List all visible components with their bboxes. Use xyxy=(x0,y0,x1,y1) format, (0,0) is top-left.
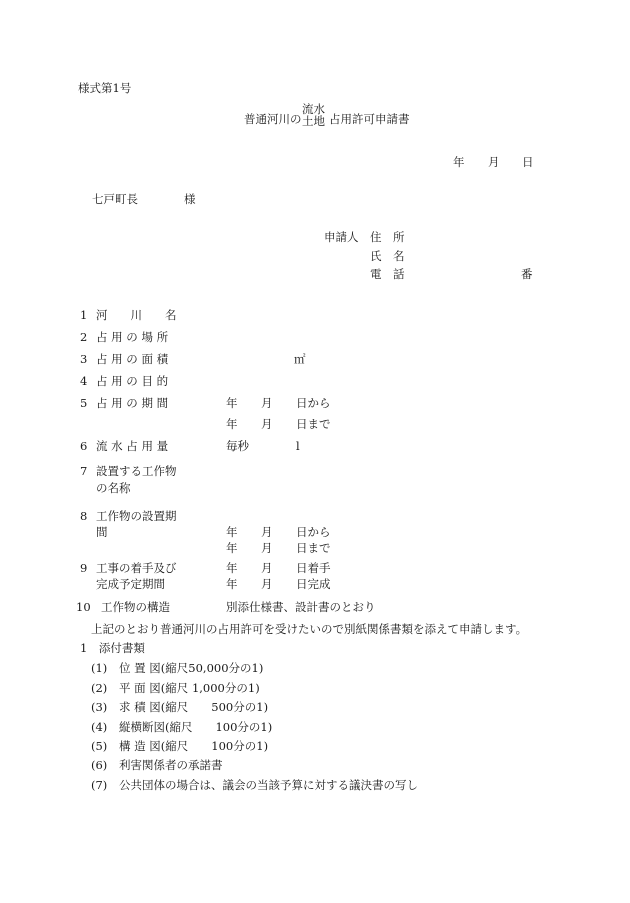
title-stack xyxy=(302,103,325,127)
item-8-label-line2: 間 xyxy=(96,525,108,539)
date-year: 年 xyxy=(453,155,465,169)
attachment-number: (6) xyxy=(91,758,108,772)
item-6-number: 6 xyxy=(80,439,88,453)
item-10-label: 工作物の構造 xyxy=(101,600,170,614)
attachments-heading: 1 添付書類 xyxy=(80,641,145,655)
item-2-number: 2 xyxy=(80,330,88,344)
item-9-start-year: 年 xyxy=(226,561,238,575)
applicant-address-label: 住 所 xyxy=(370,230,405,244)
attachment-number: (3) xyxy=(91,700,108,714)
applicant-label: 申請人 xyxy=(324,230,359,244)
item-9-number: 9 xyxy=(80,561,88,575)
attachment-text: 平 面 図(縮尺 1,000分の1) xyxy=(119,681,260,695)
application-statement: 上記のとおり普通河川の占用許可を受けたいので別紙関係書類を添えて申請します。 xyxy=(91,622,528,636)
item-7-number: 7 xyxy=(80,464,88,478)
item-5-label: 占 用 の 期 間 xyxy=(96,396,169,410)
item-10-number: 10 xyxy=(76,600,91,614)
item-8-end-year: 年 xyxy=(226,541,238,555)
addressee-name: 七戸町長 xyxy=(92,192,138,206)
attachment-text: 構 造 図(縮尺 100分の1) xyxy=(119,739,269,753)
attachment-text: 縦横断図(縮尺 100分の1) xyxy=(119,720,273,734)
item-3-label: 占 用 の 面 積 xyxy=(96,352,169,366)
date-month: 月 xyxy=(488,155,500,169)
title-stack-bottom: 土地 xyxy=(302,114,325,129)
item-3-number: 3 xyxy=(80,352,88,366)
item-8-start-year: 年 xyxy=(226,525,238,539)
item-6-per: 毎秒 xyxy=(226,439,249,453)
addressee-honorific: 様 xyxy=(184,192,196,206)
attachment-text: 公共団体の場合は、議会の当該予算に対する議決書の写し xyxy=(119,778,418,792)
item-8-number: 8 xyxy=(80,509,88,523)
item-5-end-month: 月 xyxy=(261,417,273,431)
attachment-number: (2) xyxy=(91,681,108,695)
item-3-unit: ㎡ xyxy=(294,352,306,366)
item-10-value: 別添仕様書、設計書のとおり xyxy=(226,600,376,614)
item-7-label-line1: 設置する工作物 xyxy=(96,464,177,478)
attachment-text: 位 置 図(縮尺50,000分の1) xyxy=(119,661,264,675)
item-8-end-day: 日まで xyxy=(296,541,331,555)
item-9-label-line2: 完成予定期間 xyxy=(96,577,165,591)
item-8-start-day: 日から xyxy=(296,525,331,539)
item-4-number: 4 xyxy=(80,374,88,388)
item-8-end-month: 月 xyxy=(261,541,273,555)
item-9-start-day: 日着手 xyxy=(296,561,331,575)
item-8-label-line1: 工作物の設置期 xyxy=(96,509,177,523)
item-5-end-day: 日まで xyxy=(296,417,331,431)
item-5-start-year: 年 xyxy=(226,396,238,410)
item-2-label: 占 用 の 場 所 xyxy=(96,330,169,344)
form-number: 様式第1号 xyxy=(78,81,132,95)
attachment-number: (4) xyxy=(91,720,108,734)
applicant-phone-suffix: 番 xyxy=(521,267,533,281)
title-prefix: 普通河川の xyxy=(244,112,302,126)
attachment-text: 利害関係者の承諾書 xyxy=(119,758,223,772)
item-5-start-month: 月 xyxy=(261,396,273,410)
applicant-name-label: 氏 名 xyxy=(370,249,405,263)
item-5-start-day: 日から xyxy=(296,396,331,410)
item-5-end-year: 年 xyxy=(226,417,238,431)
item-6-unit: l xyxy=(296,439,300,453)
item-9-end-day: 日完成 xyxy=(296,577,331,591)
item-1-label: 河 川 名 xyxy=(96,308,177,322)
item-4-label: 占 用 の 目 的 xyxy=(96,374,169,388)
item-9-end-year: 年 xyxy=(226,577,238,591)
item-1-number: 1 xyxy=(80,308,88,322)
attachment-text: 求 積 図(縮尺 500分の1) xyxy=(119,700,269,714)
item-9-label-line1: 工事の着手及び xyxy=(96,561,177,575)
title-suffix: 占用許可申請書 xyxy=(329,112,410,126)
attachment-number: (7) xyxy=(91,778,108,792)
item-9-end-month: 月 xyxy=(261,577,273,591)
attachment-number: (5) xyxy=(91,739,108,753)
item-8-start-month: 月 xyxy=(261,525,273,539)
date-day: 日 xyxy=(522,155,534,169)
applicant-phone-label: 電 話 xyxy=(370,267,405,281)
attachment-number: (1) xyxy=(91,661,108,675)
item-6-label: 流 水 占 用 量 xyxy=(96,439,169,453)
item-5-number: 5 xyxy=(80,396,88,410)
title-stack-top: 流水 xyxy=(302,102,325,116)
item-9-start-month: 月 xyxy=(261,561,273,575)
item-7-label-line2: の名称 xyxy=(96,481,131,495)
